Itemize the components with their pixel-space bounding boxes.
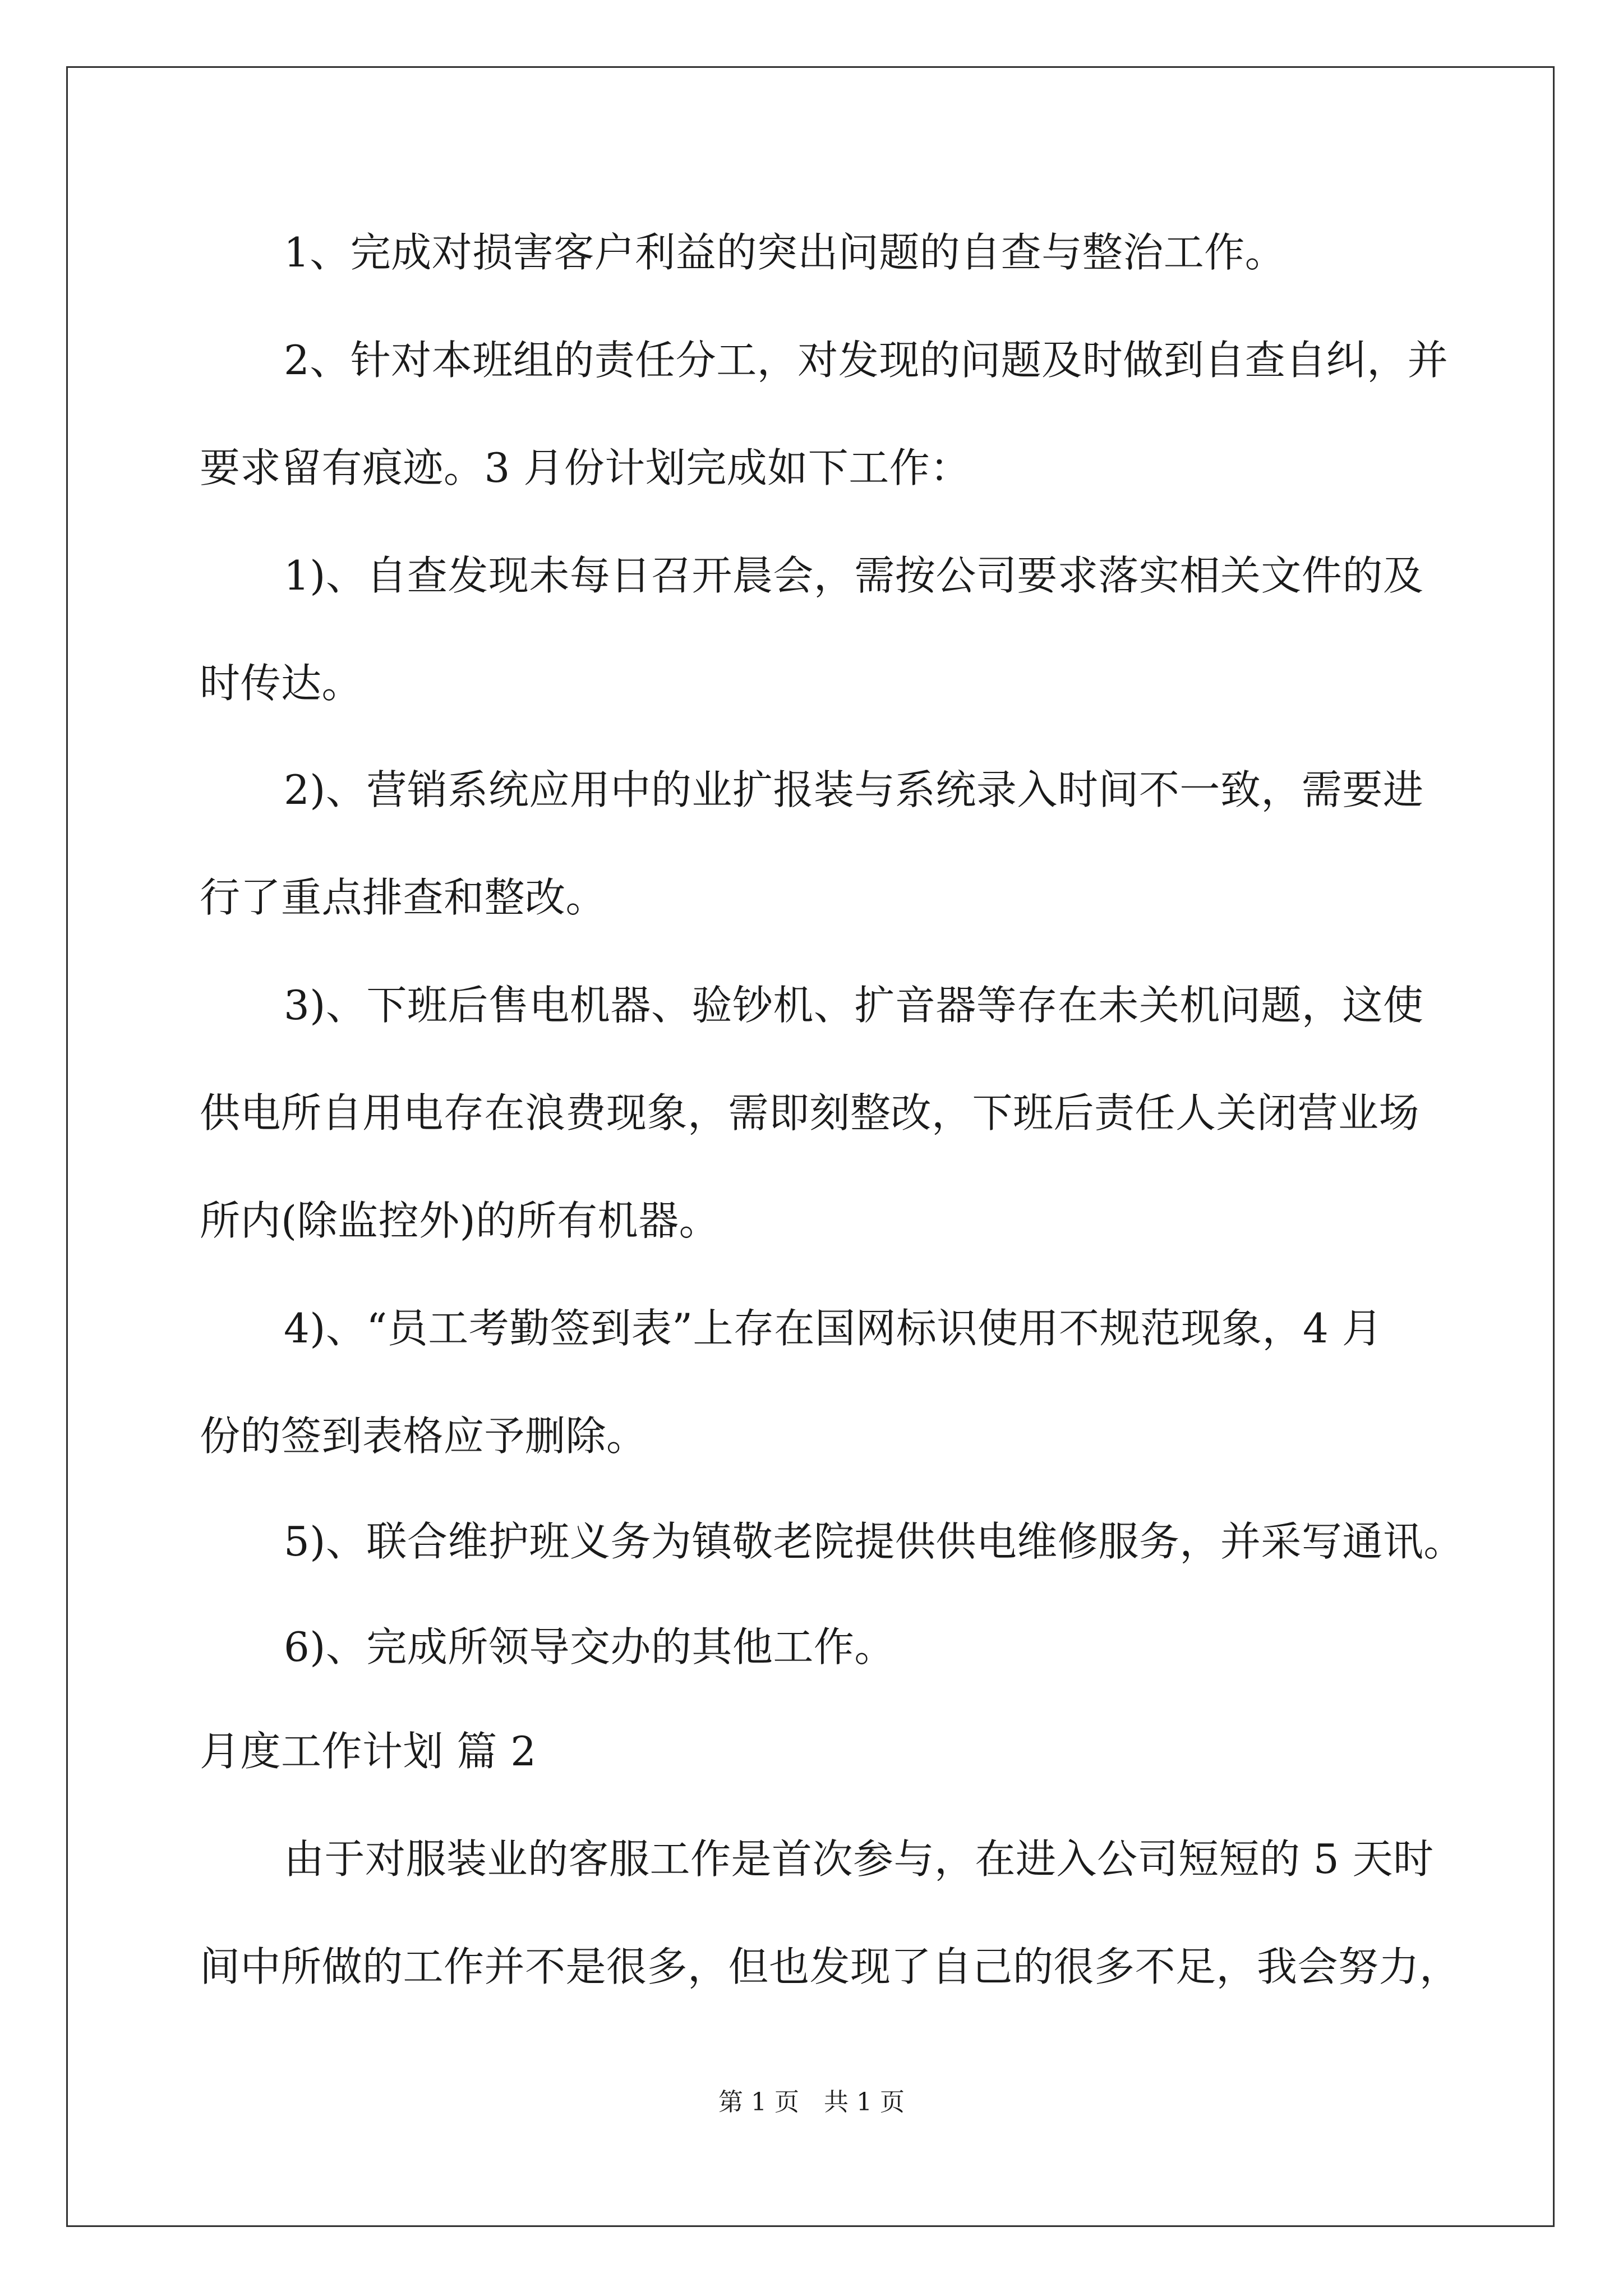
item-2-line-1: 2)、营销系统应用中的业扩报装与系统录入时间不一致，需要进	[284, 766, 1424, 813]
paragraph-1-line-1: 1、完成对损害客户利益的突出问题的自查与整治工作。	[284, 229, 1286, 276]
item-4-line-1: 4)、“员工考勤签到表”上存在国网标识使用不规范现象，4 月	[284, 1305, 1383, 1352]
paragraph-3-line-1: 由于对服装业的客服工作是首次参与，在进入公司短短的 5 天时	[284, 1835, 1434, 1883]
item-1-line-2: 时传达。	[200, 660, 363, 707]
item-3-line-3: 所内(除监控外)的所有机器。	[200, 1197, 720, 1244]
item-1-line-1: 1)、自查发现未每日召开晨会，需按公司要求落实相关文件的及	[284, 552, 1424, 599]
item-3-line-1: 3)、下班后售电机器、验钞机、扩音器等存在未关机问题，这使	[284, 982, 1424, 1029]
page-number: 第 1 页 共 1 页	[718, 2088, 905, 2116]
page-border	[66, 66, 1555, 2227]
item-3-line-2: 供电所自用电存在浪费现象，需即刻整改，下班后责任人关闭营业场	[200, 1089, 1420, 1137]
item-6-line-1: 6)、完成所领导交办的其他工作。	[284, 1623, 895, 1671]
item-5-line-1: 5)、联合维护班义务为镇敬老院提供供电维修服务，并采写通讯。	[284, 1518, 1464, 1565]
section-heading: 月度工作计划 篇 2	[200, 1728, 537, 1775]
item-2-line-2: 行了重点排查和整改。	[200, 874, 607, 921]
paragraph-3-line-2: 间中所做的工作并不是很多，但也发现了自己的很多不足，我会努力，	[200, 1943, 1460, 1990]
paragraph-2-line-1: 2、针对本班组的责任分工，对发现的问题及时做到自查自纠，并	[284, 337, 1449, 384]
item-4-line-2: 份的签到表格应予删除。	[200, 1412, 647, 1460]
paragraph-2-line-2: 要求留有痕迹。3 月份计划完成如下工作：	[200, 444, 971, 491]
